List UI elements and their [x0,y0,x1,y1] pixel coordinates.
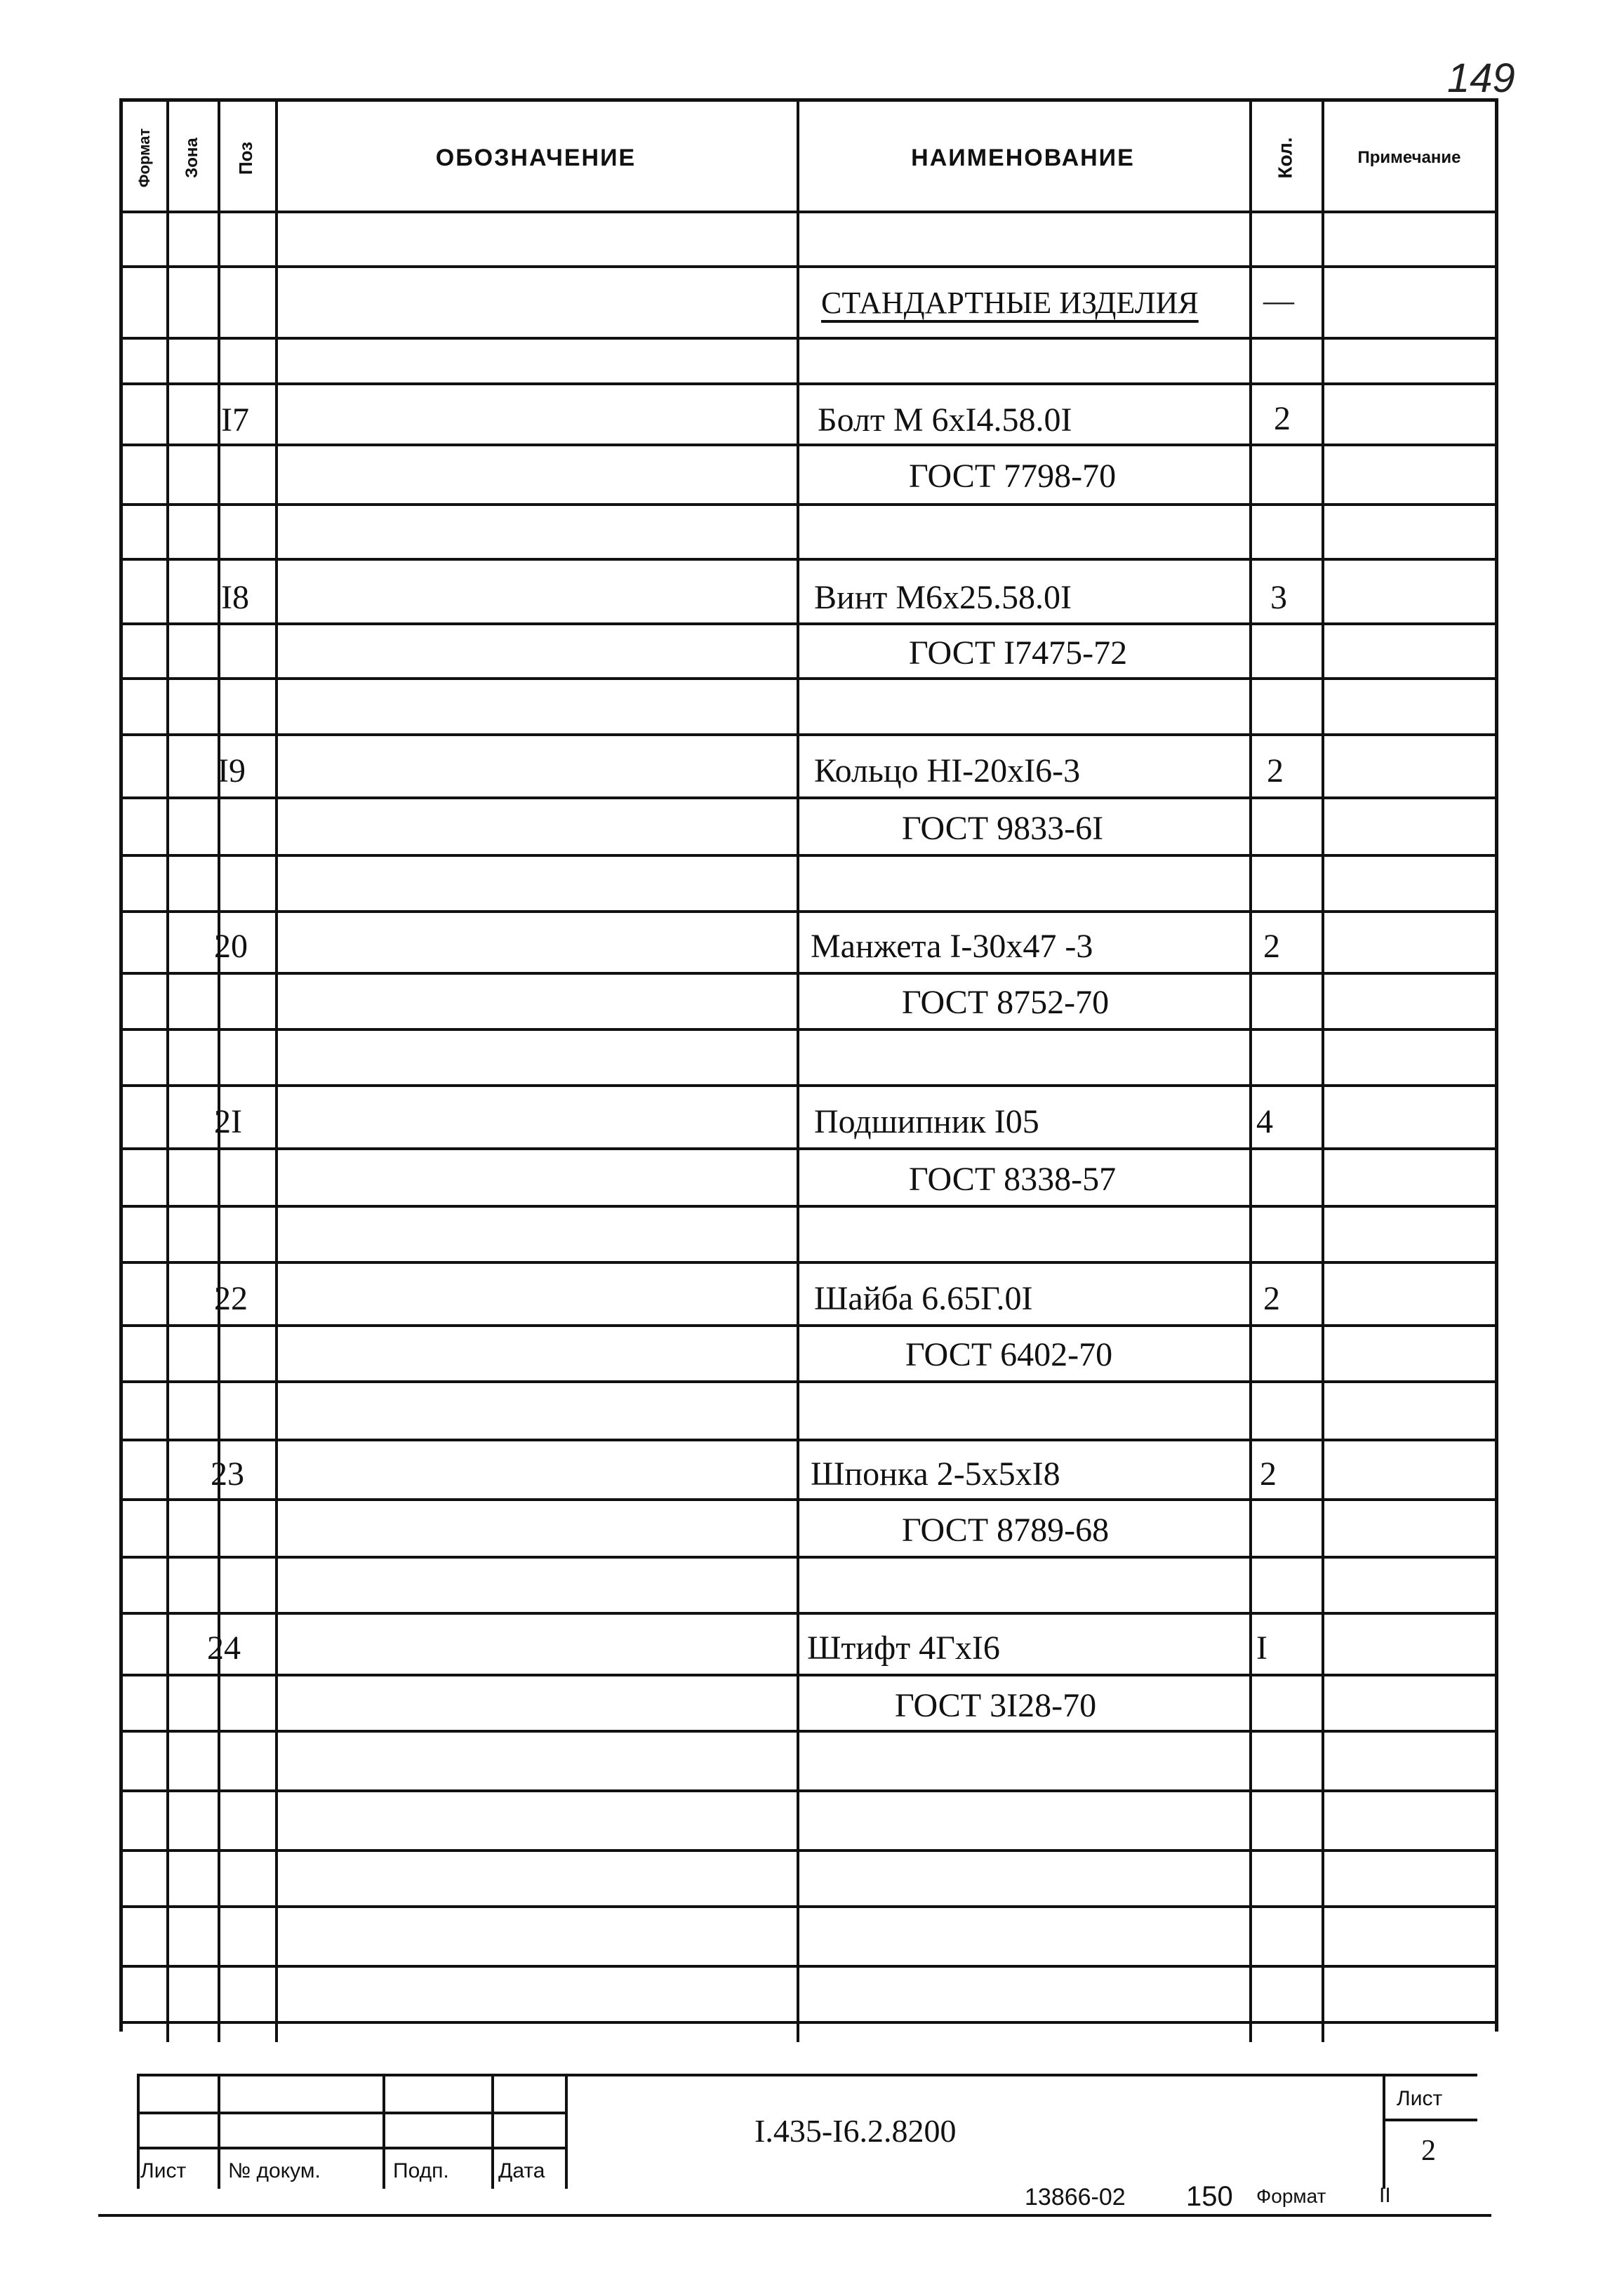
document-code: I.435-I6.2.8200 [754,2113,957,2149]
item-qty: 3 [1270,579,1287,616]
header-note: Примечание [1357,148,1461,167]
item-pos: 24 [207,1629,241,1667]
tb-divider [565,2076,568,2189]
row-rule [123,1380,1495,1383]
col-divider [275,102,278,2042]
col-divider [797,102,799,2042]
row-rule [123,382,1495,385]
tb-rule [1383,2119,1477,2121]
footer-format-label: Формат [1256,2185,1326,2207]
item-qty: 2 [1263,1280,1280,1317]
row-rule [123,854,1495,857]
tb-divider [382,2076,385,2189]
tb-rule [137,2147,565,2149]
col-divider [218,102,220,2042]
row-rule [123,1612,1495,1615]
tb-rule [137,2112,565,2114]
row-rule [123,2021,1495,2024]
item-pos: 23 [211,1455,244,1493]
tb-col-sign: Подп. [393,2159,449,2182]
row-rule [123,1028,1495,1031]
row-rule [123,503,1495,506]
row-rule [123,1905,1495,1908]
item-qty: 2 [1263,928,1280,965]
tb-divider [137,2076,140,2189]
item-gost: ГОСТ 6402-70 [905,1336,1113,1373]
header-pos: Поз [235,141,257,175]
item-gost: ГОСТ 8338-57 [909,1161,1117,1198]
col-divider [166,102,169,2042]
item-name: Подшипник I05 [814,1103,1039,1140]
header-designation: ОБОЗНАЧЕНИЕ [435,144,637,171]
header-name: НАИМЕНОВАНИЕ [911,144,1135,171]
item-name: Штифт 4ГхI6 [807,1629,1000,1667]
inventory-number: 13866-02 [1025,2184,1126,2211]
tb-sheet-label: Лист [1397,2087,1443,2110]
item-gost: ГОСТ 8752-70 [902,984,1110,1021]
row-rule [123,1084,1495,1087]
header-format: Формат [135,128,154,188]
footer-format-value: II [1379,2184,1391,2207]
item-pos: I8 [221,579,249,616]
tb-col-sheet: Лист [140,2159,187,2182]
row-rule [123,1730,1495,1733]
item-gost: ГОСТ 3I28-70 [895,1687,1097,1724]
header-qty: Кол. [1274,137,1296,179]
tb-divider [1383,2076,1385,2189]
sheet-number: 149 [1447,55,1515,101]
row-rule [123,910,1495,913]
item-gost: ГОСТ 8789-68 [902,1512,1110,1549]
item-name: Кольцо НI-20хI6-3 [814,752,1081,789]
col-divider [1249,102,1252,2042]
item-pos: I7 [221,401,249,439]
row-rule [123,1849,1495,1852]
row-rule [123,1261,1495,1264]
row-rule [123,1674,1495,1676]
row-rule [123,1965,1495,1968]
row-rule [123,733,1495,736]
section-qty: — [1263,284,1294,318]
row-rule [123,1498,1495,1501]
tb-divider [218,2076,220,2189]
tb-col-doc-no: № докум. [228,2159,321,2182]
item-pos: I9 [218,752,246,789]
row-rule [123,558,1495,561]
col-divider [1322,102,1324,2042]
section-title: СТАНДАРТНЫЕ ИЗДЕЛИЯ [821,286,1199,320]
row-rule [123,1205,1495,1208]
row-rule [123,1147,1495,1150]
item-name: Винт М6х25.58.0I [814,579,1072,616]
tb-divider [491,2076,494,2189]
item-name: Болт М 6хI4.58.0I [818,401,1072,439]
row-rule [123,265,1495,268]
item-name: Шайба 6.65Г.0I [814,1280,1033,1317]
row-rule [123,1556,1495,1559]
item-name: Манжета I-30х47 -3 [811,928,1093,965]
item-pos: 20 [214,928,248,965]
item-gost: ГОСТ I7475-72 [909,634,1128,672]
item-name: Шпонка 2-5х5хI8 [811,1455,1060,1493]
item-qty: 4 [1256,1103,1273,1140]
row-rule [123,337,1495,340]
item-gost: ГОСТ 9833-6I [902,810,1104,847]
item-pos: 2I [214,1103,242,1140]
row-rule [123,622,1495,625]
row-rule [123,1789,1495,1792]
item-qty: 2 [1260,1455,1277,1493]
specification-table [119,98,1498,2032]
row-rule [123,677,1495,680]
row-rule [123,796,1495,799]
tb-sheet-value: 2 [1421,2135,1436,2167]
item-qty: I [1256,1629,1267,1667]
item-pos: 22 [214,1280,248,1317]
row-rule [123,211,1495,213]
row-rule [123,444,1495,446]
item-qty: 2 [1267,752,1284,789]
row-rule [123,1439,1495,1441]
title-block [137,2074,1477,2189]
row-rule [123,972,1495,975]
footer-page: 150 [1186,2181,1233,2212]
tb-col-date: Дата [498,2159,545,2182]
item-gost: ГОСТ 7798-70 [909,458,1117,495]
header-zone: Зона [182,138,201,178]
bottom-rule [98,2214,1491,2217]
row-rule [123,1324,1495,1327]
item-qty: 2 [1274,400,1291,437]
